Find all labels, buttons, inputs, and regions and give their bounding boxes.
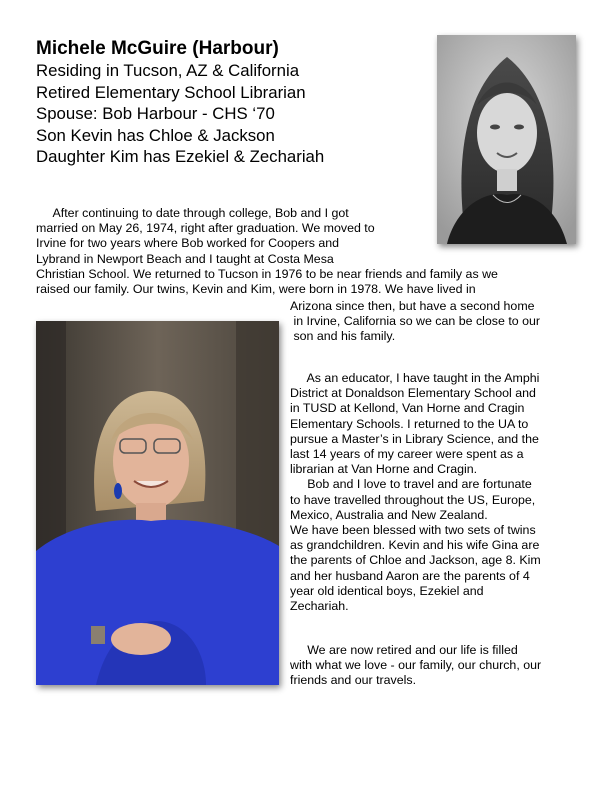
text-line: Christian School. We returned to Tucson in 1976 to be near friends and family as we <box>36 266 498 281</box>
daughter-line: Daughter Kim has Ezekiel & Zechariah <box>36 147 325 166</box>
text-line: pursue a Master’s in Library Science, and the <box>290 431 539 446</box>
text-line: and her husband Aaron are the parents of 4 <box>290 568 530 583</box>
text-line: to have travelled throughout the US, Europe, <box>290 492 536 507</box>
text-line: District at Donaldson Elementary School and <box>290 386 536 401</box>
text-line: the parents of Chloe and Jackson, age 8. Kim <box>290 553 541 568</box>
text-line: Bob and I love to travel and are fortunate <box>290 477 532 492</box>
text-line: with what we love - our family, our church, our <box>290 658 542 673</box>
paragraph-retirement <box>290 643 541 689</box>
text-line: son and his family. <box>290 329 396 344</box>
text-line: Elementary Schools. I returned to the UA to <box>290 416 529 431</box>
paragraph-residence <box>290 299 540 345</box>
text-line: As an educator, I have taught in the Amphi <box>290 371 540 385</box>
occupation-line: Retired Elementary School Librarian <box>36 82 306 102</box>
text-line: in Irvine, California so we can be close to our <box>290 314 541 329</box>
text-line: We are now retired and our life is filled <box>290 643 518 657</box>
text-line: friends and our travels. <box>290 673 417 688</box>
paragraph-career-family <box>290 371 541 614</box>
text-line: Irvine for two years where Bob worked for Coopers and <box>36 236 340 251</box>
text-line: as grandchildren. Kevin and his wife Gina are <box>290 538 540 553</box>
text-line: married on May 26, 1974, right after graduation. We moved to <box>36 221 375 236</box>
son-line: Son Kevin has Chloe & Jackson <box>36 125 275 145</box>
recent-photo <box>36 321 279 685</box>
paragraph-marriage <box>36 206 498 297</box>
text-line: Lybrand in Newport Beach and I taught at Costa Mesa <box>36 251 334 266</box>
text-line: raised our family. Our twins, Kevin and Kim, were born in 1978. We have lived in <box>36 282 476 297</box>
text-line: After continuing to date through college, Bob and I got <box>36 206 349 220</box>
text-line: Arizona since then, but have a second home <box>290 299 535 313</box>
text-line: librarian at Van Horne and Cragin. <box>290 462 478 477</box>
text-line: Mexico, Australia and New Zealand. <box>290 507 488 522</box>
text-line: Zechariah. <box>290 599 349 614</box>
person-name: Michele McGuire (Harbour) <box>36 38 279 59</box>
profile-header <box>36 38 426 168</box>
text-line: last 14 years of my career were spent as a <box>290 447 524 462</box>
spouse-line: Spouse: Bob Harbour - CHS ‘70 <box>36 104 275 123</box>
text-line: We have been blessed with two sets of twins <box>290 523 536 538</box>
text-line: in TUSD at Kellond, Van Horne and Cragin <box>290 401 525 416</box>
text-line: year old identical boys, Ezekiel and <box>290 583 484 598</box>
residence-line: Residing in Tucson, AZ & California <box>36 61 300 80</box>
